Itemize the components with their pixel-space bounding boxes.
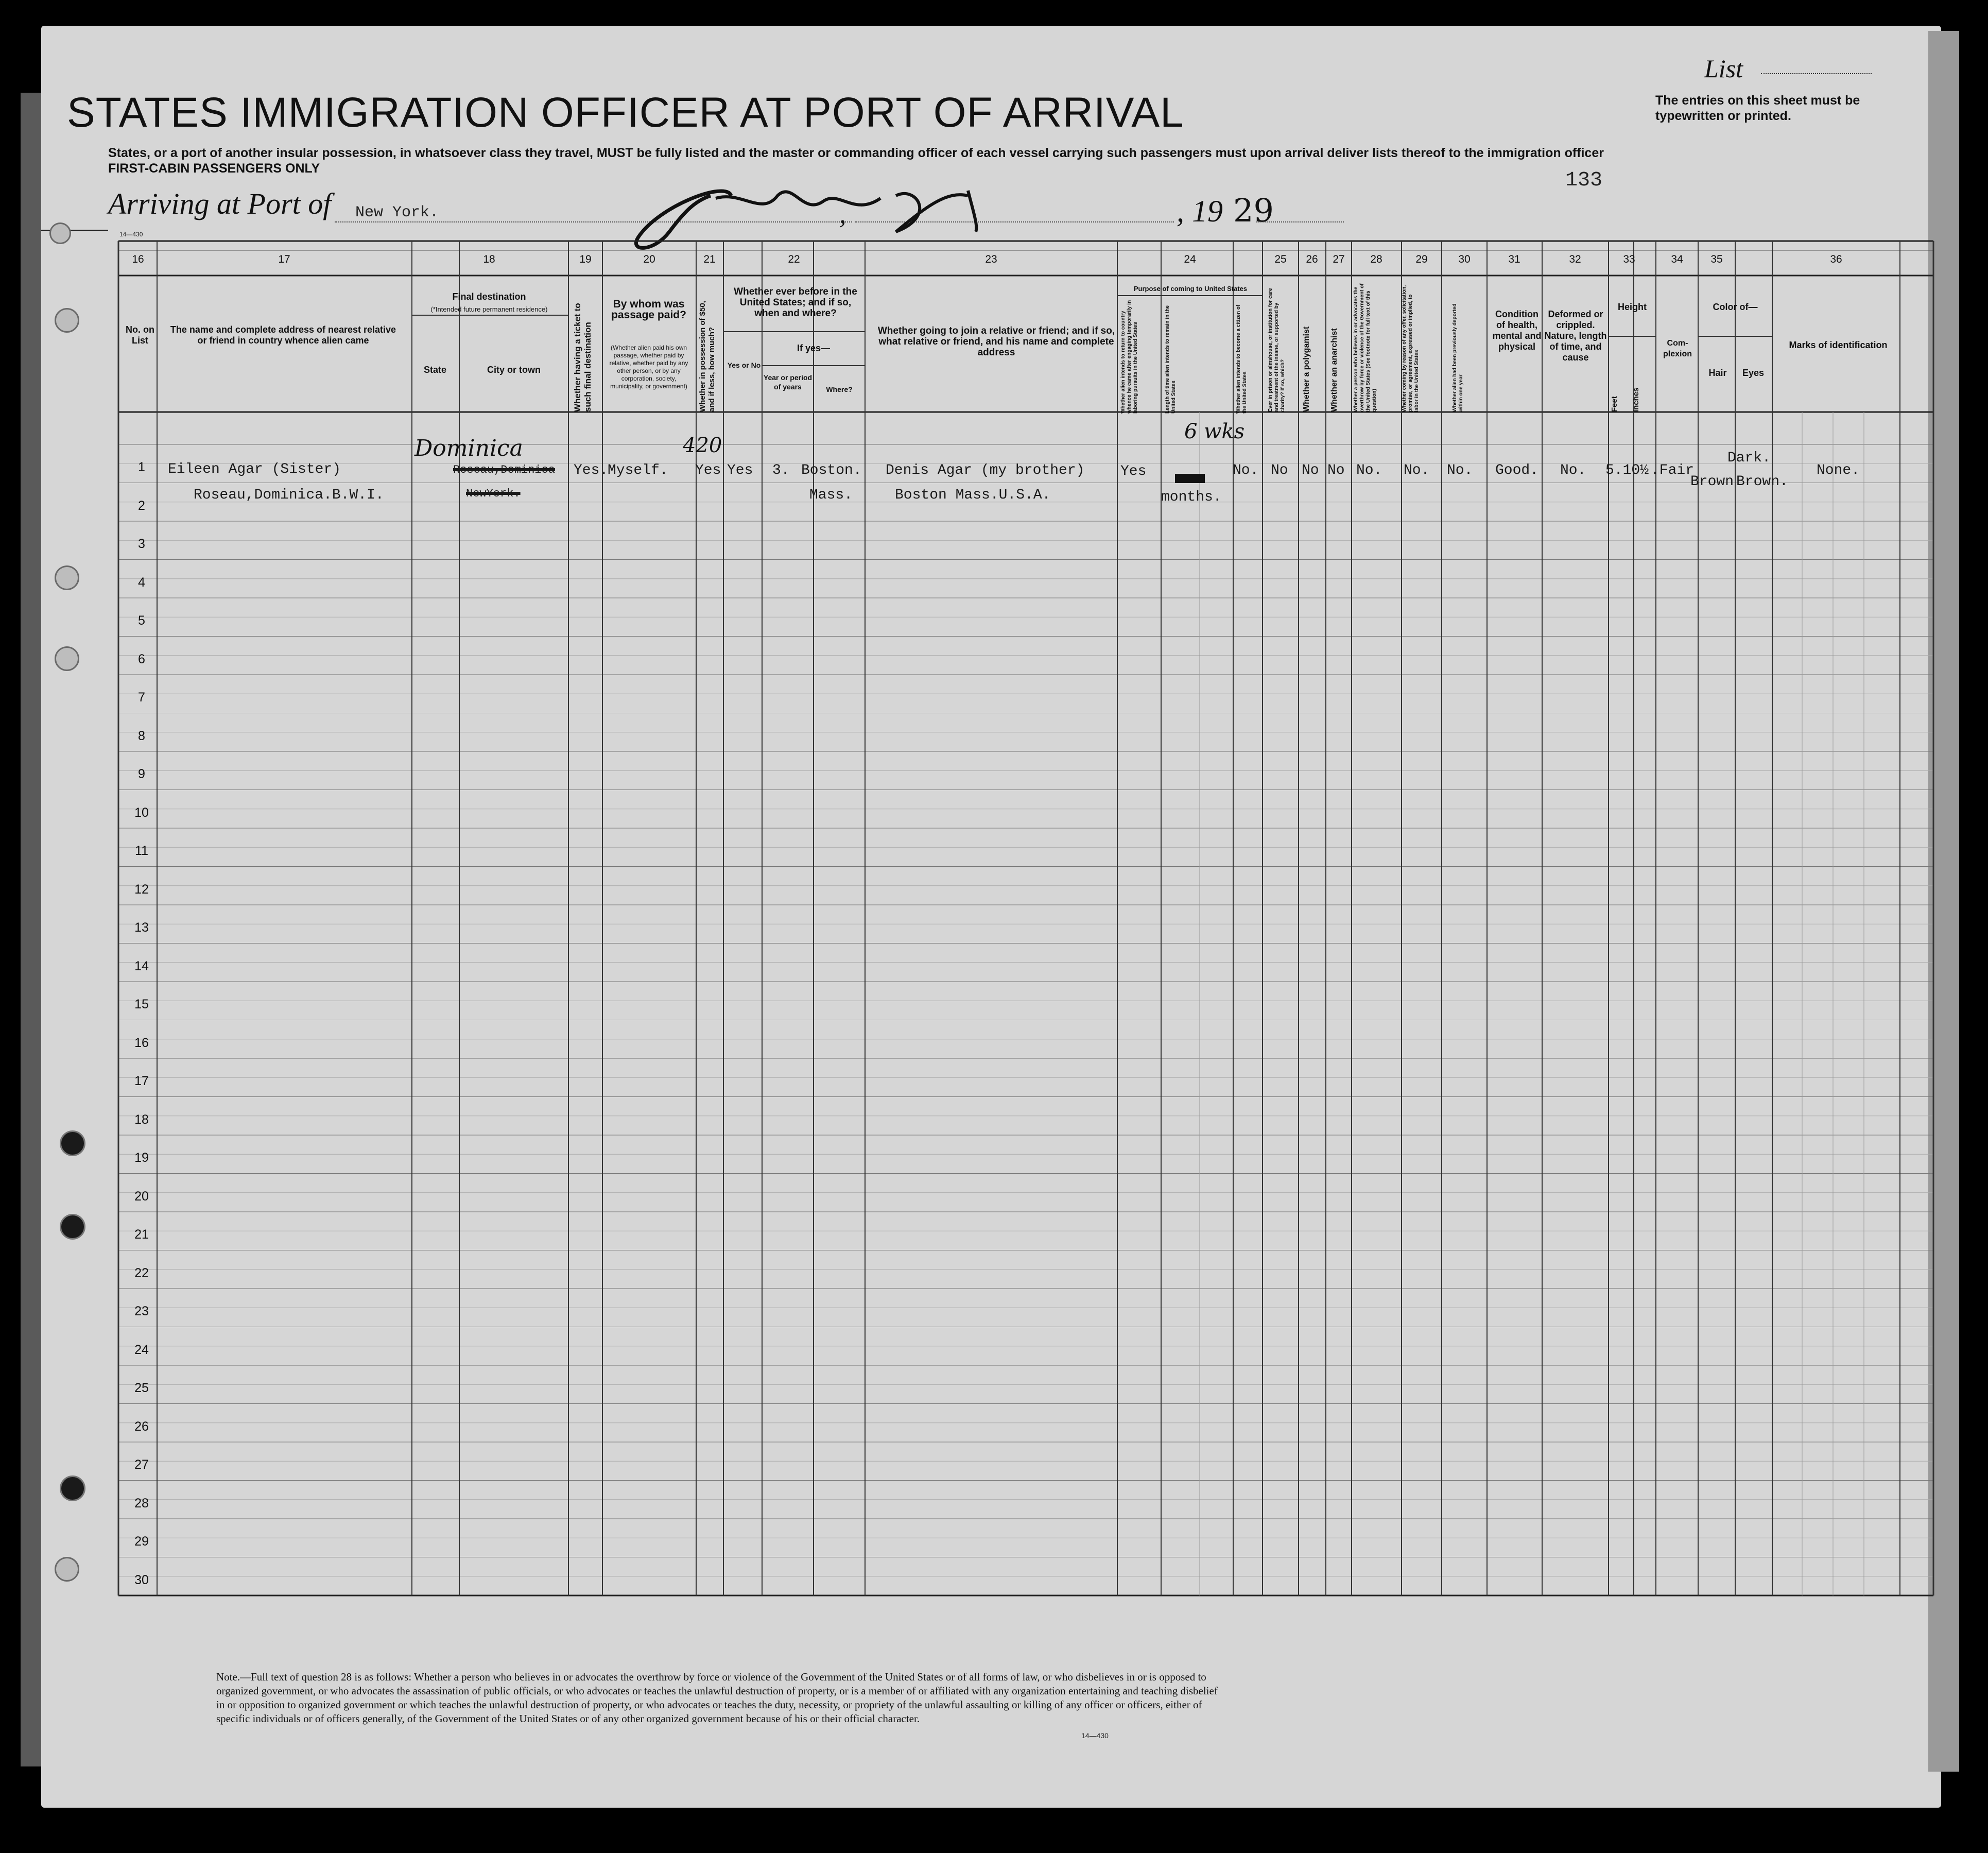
- before-in-us-value: Yes: [727, 462, 753, 478]
- footnote: Note.—Full text of question 28 is as follows: Whether a person who believes in or advocates the overthrow by force or violence of the Government of the United States or of all forms of law, or who disbelieves in or is opposed to organized government, or who advocates the assassination of public officials, or who advocates or teaches the unlawful destruction of property, or is a member of or affiliated with any organization entertaining and teaching disbelief in or opposition to organized government or which teaches the unlawful destruction of property, or who advocates or teaches the duty, necessity, or propriety of the unlawful assaulting or killing of any officer or officers, either of specific individuals or of officers generally, of the Government of the United States or of any other organized government because of his or their official character.: [216, 1671, 1218, 1725]
- column-number: 23: [985, 253, 997, 265]
- col20-note: (Whether alien paid his own passage, whether paid by relative, whether paid by any other person, or by any corporation, society, municipality, or government): [609, 344, 688, 390]
- row-number: 10: [134, 805, 149, 820]
- row-number: 29: [134, 1534, 149, 1549]
- col17-header: The name and complete address of nearest relative or friend in country whence alien came: [170, 324, 396, 346]
- row-number: 8: [138, 728, 145, 743]
- row-number: 21: [134, 1227, 149, 1242]
- row-number: 3: [138, 537, 145, 551]
- row-number: 26: [134, 1419, 149, 1434]
- punch-hole: [60, 1475, 85, 1501]
- col22-years-header: Year or period of years: [763, 373, 813, 391]
- column-number: 17: [278, 253, 290, 265]
- destination-struck-line2: NewYork.: [466, 487, 521, 500]
- col16-header: No. on List: [126, 324, 154, 346]
- col22-yesno-header: Yes or No: [727, 361, 761, 369]
- destination-handwritten: Dominica: [414, 435, 523, 461]
- where-line2: Mass.: [809, 487, 853, 503]
- list-label: List: [1704, 54, 1743, 83]
- row-number: 20: [134, 1189, 149, 1204]
- row-number: 5: [138, 613, 145, 628]
- column-number: 28: [1370, 253, 1382, 265]
- row-number: 22: [134, 1265, 149, 1280]
- row-number: 7: [138, 690, 145, 705]
- col33-inches-header: Inches: [1632, 387, 1640, 412]
- page-title: STATES IMMIGRATION OFFICER AT PORT OF ARRIVAL: [67, 89, 1184, 136]
- hair-line2: Brown: [1690, 474, 1734, 490]
- col24-header: Purpose of coming to United States: [1133, 285, 1248, 293]
- return-intent-value: Yes: [1120, 464, 1147, 479]
- col25-header: Ever in prison or almshouse, or institution for care and treatment of the insane, or supported by charity? If so, which?: [1268, 288, 1286, 412]
- length-typed: months.: [1161, 489, 1222, 505]
- where-line1: Boston.: [801, 462, 862, 478]
- joining-line1: Denis Agar (my brother): [886, 462, 1085, 478]
- row-number: 16: [134, 1035, 149, 1050]
- row-number: 18: [134, 1112, 149, 1127]
- col22-where-header: Where?: [826, 385, 853, 393]
- punch-hole: [55, 1557, 79, 1582]
- column-number: 20: [643, 253, 655, 265]
- passage-paid-value: Myself.: [608, 462, 668, 478]
- anarchist-value: No: [1327, 462, 1345, 478]
- row-number: 9: [138, 767, 145, 781]
- col26-header: Whether a polygamist: [1302, 326, 1311, 412]
- row-number: 15: [134, 997, 149, 1011]
- col35-header: Color of—: [1713, 302, 1758, 312]
- column-number: 22: [788, 253, 800, 265]
- row-number: 13: [134, 920, 149, 935]
- punch-hole: [60, 1130, 85, 1156]
- punch-hole: [55, 308, 79, 333]
- col29-header: Whether coming by reason of any offer, solicitation, promise, or agreement, expressed or implied, to labor in the United States: [1402, 285, 1420, 412]
- row-number: 23: [134, 1304, 149, 1318]
- joining-line2: Boston Mass.U.S.A.: [895, 487, 1051, 503]
- col35-hair-header: Hair: [1708, 368, 1727, 378]
- column-number: 30: [1458, 253, 1471, 265]
- complexion-value: .Fair: [1651, 462, 1695, 478]
- row-number: 19: [134, 1151, 149, 1165]
- col33-header: Height: [1618, 302, 1647, 312]
- relative-line1: Eileen Agar (Sister): [168, 461, 341, 477]
- offer-value: No.: [1404, 462, 1430, 478]
- row-number: 27: [134, 1457, 149, 1472]
- col28-header: Whether a person who believes in or advocates the overthrow by force or violence of the Government of the United States (See footnote for full text of this question): [1353, 283, 1377, 412]
- prison-value: No: [1271, 462, 1288, 478]
- ticket-value: Yes.: [574, 462, 609, 478]
- row-number: 6: [138, 651, 145, 666]
- port-value: New York.: [355, 204, 439, 221]
- arriving-label: Arriving at Port of: [108, 187, 332, 220]
- first-cabin-label: FIRST-CABIN PASSENGERS ONLY: [108, 161, 320, 176]
- overthrow-value: No.: [1356, 462, 1382, 478]
- column-number: 31: [1508, 253, 1520, 265]
- column-number: 32: [1569, 253, 1581, 265]
- height-value: 5.10½: [1605, 462, 1649, 478]
- col33-feet-header: Feet: [1610, 396, 1619, 412]
- polygamist-value: No: [1302, 462, 1319, 478]
- row-number: 17: [134, 1074, 149, 1088]
- row-number: 24: [134, 1342, 149, 1357]
- punch-hole: [49, 222, 71, 244]
- col19-header: Whether having a ticket to such final destination: [573, 303, 593, 412]
- col18-note: (*Intended future permanent residence): [430, 305, 548, 313]
- punch-hole: [55, 646, 79, 671]
- eyes-value: Brown.: [1736, 474, 1788, 490]
- column-number: 35: [1710, 253, 1723, 265]
- column-number: 19: [579, 253, 592, 265]
- row-number: 12: [134, 882, 149, 897]
- column-number: 33: [1623, 253, 1635, 265]
- typewritten-notice: The entries on this sheet must be typewritten or printed.: [1655, 93, 1860, 123]
- col22-header: Whether ever before in the United States; and if so, when and where?: [734, 286, 857, 319]
- punch-hole: [60, 1214, 85, 1240]
- col18-state-header: State: [423, 365, 446, 375]
- year-prefix: , 19: [1177, 194, 1223, 228]
- row-number: 30: [134, 1572, 149, 1587]
- marks-value: None.: [1817, 462, 1860, 478]
- column-number: 29: [1415, 253, 1428, 265]
- row-number: 4: [138, 575, 145, 590]
- col36-header: Marks of identification: [1789, 340, 1888, 350]
- col35-eyes-header: Eyes: [1742, 368, 1765, 378]
- list-number: 133: [1565, 169, 1603, 192]
- length-redaction: [1175, 474, 1205, 483]
- comma: ,: [839, 198, 846, 229]
- col31-header: Condition of health, mental and physical: [1492, 309, 1542, 352]
- money-value: Yes: [695, 462, 721, 478]
- column-number: 25: [1274, 253, 1287, 265]
- column-number: 26: [1306, 253, 1318, 265]
- form-number-top: 14—430: [119, 231, 143, 238]
- row-number: 14: [134, 958, 149, 973]
- row-number: 1: [138, 460, 145, 474]
- col24b-header: Length of time alien intends to remain in the United States: [1165, 305, 1177, 414]
- column-number: 16: [132, 253, 144, 265]
- years-value: 3.: [772, 462, 790, 478]
- col20-header: By whom was passage paid?: [611, 298, 686, 321]
- column-number: 36: [1830, 253, 1842, 265]
- deported-value: No.: [1447, 462, 1473, 478]
- form-number-bottom: 14—430: [1081, 1731, 1109, 1740]
- col24a-header: Whether alien intends to return to country whence he came after engaging temporarily in laboring pursuits in the United States: [1120, 300, 1138, 414]
- col22-ifyes-header: If yes—: [797, 343, 831, 353]
- row-number: 25: [134, 1381, 149, 1395]
- year-handwritten: 29: [1233, 192, 1274, 229]
- column-number: 34: [1671, 253, 1683, 265]
- relative-line2: Roseau,Dominica.B.W.I.: [194, 487, 384, 503]
- punch-hole: [55, 565, 79, 590]
- col18-header: Final destination: [452, 291, 526, 302]
- col24c-header: Whether alien intends to become a citizen of the United States: [1236, 304, 1248, 414]
- instructions-line: States, or a port of another insular possession, in whatsoever class they travel, MUST be fully listed and the master or commanding officer of each vessel carrying such passengers must upon arrival deliver lists thereof to the immigration officer: [108, 146, 1604, 160]
- col18-city-header: City or town: [487, 365, 541, 375]
- destination-struck-line1: Roseau,Dominica: [453, 464, 556, 476]
- col21-header: Whether in possession of $50, and if less, how much?: [698, 301, 716, 412]
- health-value: Good.: [1495, 462, 1539, 478]
- col27-header: Whether an anarchist: [1330, 328, 1339, 412]
- row-number: 11: [135, 844, 148, 858]
- column-number: 21: [703, 253, 716, 265]
- col30-header: Whether alien had been previously deported within one year: [1452, 303, 1464, 412]
- row-number: 28: [134, 1496, 149, 1511]
- citizen-value: No.: [1233, 462, 1259, 478]
- row-number: 2: [138, 498, 145, 513]
- col23-header: Whether going to join a relative or friend; and if so, what relative or friend, and his name and complete address: [877, 325, 1115, 358]
- column-number: 18: [483, 253, 495, 265]
- money-handwritten: 420: [683, 434, 722, 457]
- deformed-value: No.: [1560, 462, 1586, 478]
- column-number: 24: [1184, 253, 1196, 265]
- length-handwritten: 6 wks: [1184, 420, 1245, 443]
- col34-header: Com-plexion: [1663, 339, 1692, 358]
- column-number: 27: [1333, 253, 1345, 265]
- hair-line1: Dark.: [1727, 450, 1771, 466]
- col32-header: Deformed or crippled. Nature, length of time, and cause: [1544, 309, 1607, 363]
